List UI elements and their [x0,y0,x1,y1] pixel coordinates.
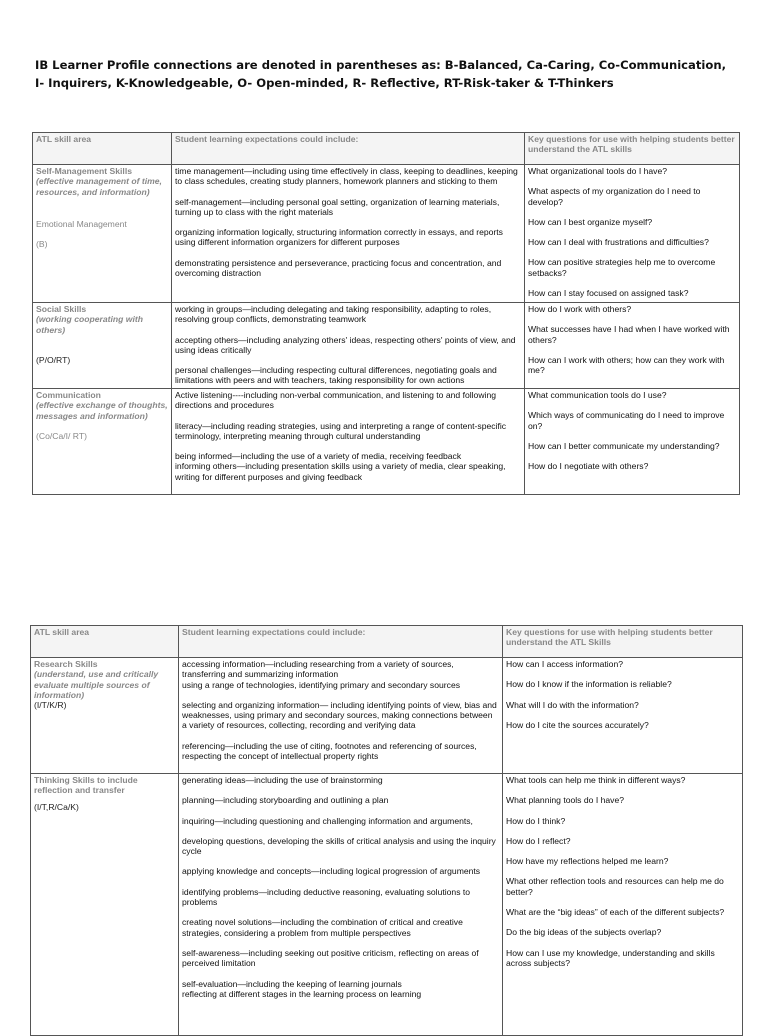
skill-area-cell [33,165,172,303]
key-question: What planning tools do I have? [506,795,625,806]
expectation-item: reflecting at different stages in the learning process on learning [182,988,422,999]
expectation-item: personal challenges—including respecting cultural differences, negotiating goals and limitations with peers and with teachers, taking responsibility for own actions [175,365,497,386]
expectation-item: identifying problems—including deductive reasoning, evaluating solutions to problems [182,886,471,908]
atl-table-1 [32,132,740,495]
learner-profile-code: (Co/Ca/I/ RT) [36,430,87,441]
key-question: How do I negotiate with others? [528,461,649,472]
key-question: What will I do with the information? [506,699,639,710]
expectation-item: demonstrating persistence and perseverance, practicing focus and concentration, and overcoming distraction [175,257,502,279]
skill-area-cell [33,303,172,389]
expectation-item: organizing information logically, structuring information correctly in essays, and reports [175,227,503,238]
table-row [33,389,740,495]
column-header: Key questions for use with helping students better understand the ATL Skills [503,626,743,658]
questions-cell [503,774,743,1036]
questions-cell [525,303,740,389]
atl-table-2 [30,625,743,1036]
key-question: Do the big ideas of the subjects overlap? [506,927,662,938]
skill-area-title: Research Skills [34,659,98,669]
expectation-item: referencing—including the use of citing, footnotes and referencing of sources, respecting the concept of intellectual property rights [182,740,477,762]
learner-profile-code: (I/T,R/Ca/K) [34,801,79,812]
key-question: What organizational tools do I have? [528,166,668,176]
column-header: Student learning expectations could include: [172,133,525,165]
key-question: How do I work with others? [528,304,632,314]
expectations-cell [179,658,503,774]
column-header: ATL skill area [31,626,179,658]
expectation-item: inquiring—including questioning and challenging information and arguments, [182,815,473,826]
table-row [31,774,743,1036]
table-header-row [33,133,740,165]
expectation-item: applying knowledge and concepts—including logical progression of arguments [182,866,481,877]
skill-area-description: (effective exchange of thoughts, messages and information) [36,400,168,421]
expectation-item: planning—including storyboarding and outlining a plan [182,795,389,806]
skill-area-title: Self-Management Skills [36,166,132,176]
learner-profile-code: (I/T/K/R) [34,700,67,711]
table-header-row [31,626,743,658]
expectation-item: using different information organizers for different purposes [175,237,400,248]
expectation-item: working in groups—including delegating and taking responsibility, adapting to roles, resolving group conflicts, demonstrating teamwork [175,304,492,325]
key-question: How do I reflect? [506,835,571,846]
page-header: IB Learner Profile connections are denoted in parentheses as: B-Balanced, Ca-Caring, Co-Communication, I- Inquirers, K-Knowledgeable, O- Open-minded, R- Reflective, RT-Risk-taker & T-Thinkers [35,58,727,90]
key-question: How have my reflections helped me learn? [506,856,669,867]
expectations-cell [172,165,525,303]
expectation-item: Active listening----including non-verbal communication, and listening to and following directions and procedures [175,390,497,411]
expectations-cell [179,774,503,1036]
skill-area-description: (effective management of time, resources, and information) [36,176,162,197]
learner-profile-code: (B) [36,239,48,250]
expectation-item: accepting others—including analyzing others' ideas, respecting others' points of view, and using ideas critically [175,334,516,355]
questions-cell [525,389,740,495]
skill-area-cell [31,774,179,1036]
skill-area-cell [33,389,172,495]
skill-area-title: Thinking Skills to include reflection and transfer [34,775,138,796]
expectation-item: self-evaluation—including the keeping of learning journals [182,978,402,989]
key-question: What aspects of my organization do I need to develop? [528,186,701,207]
table-row [31,658,743,774]
skill-area-subheading: Emotional Management [36,218,127,229]
key-question: How do I cite the sources accurately? [506,719,649,730]
key-question: How can I stay focused on assigned task? [528,288,689,299]
column-header: Key questions for use with helping students better understand the ATL skills [525,133,740,165]
expectations-cell [172,303,525,389]
expectation-item: time management—including using time effectively in class, keeping to deadlines, keeping to class schedules, creating study planners, homework planners and sticking to them [175,166,518,187]
key-question: Which ways of communicating do I need to improve on? [528,410,725,431]
skill-area-description: (understand, use and critically evaluate multiple sources of information) [34,669,159,700]
key-question: What tools can help me think in different ways? [506,775,686,785]
questions-cell [525,165,740,303]
expectation-item: literacy—including reading strategies, using and interpreting a range of content-specific terminology, interpreting meaning through cultural understanding [175,420,507,441]
key-question: What other reflection tools and resources can help me do better? [506,876,724,897]
expectation-item: self-management—including personal goal setting, organization of learning materials, turning up to class with the right materials [175,196,500,217]
key-question: How can I best organize myself? [528,216,653,227]
table-row [33,165,740,303]
key-question: How can I work with others; how can they work with me? [528,354,725,376]
skill-area-cell [31,658,179,774]
skill-area-description: (working cooperating with others) [36,314,143,335]
expectation-item: self-awareness—including seeking out positive criticism, reflecting on areas of perceived limitation [182,947,479,969]
expectation-item: creating novel solutions—including the combination of critical and creative strategies, considering a problem from multiple perspectives [182,917,463,938]
expectation-item: using a range of technologies, identifying primary and secondary sources [182,679,461,690]
key-question: How can I access information? [506,659,624,669]
expectation-item: being informed—including the use of a variety of media, receiving feedback [175,451,462,462]
expectation-item: selecting and organizing information— including identifying points of view, bias and weaknesses, using primary and secondary sources, making connections between a variety of resources, collecting, recording and verifying data [182,699,497,731]
key-question: How can I use my knowledge, understanding and skills across subjects? [506,947,715,968]
questions-cell [503,658,743,774]
learner-profile-code: (P/O/RT) [36,354,71,365]
expectation-item: generating ideas—including the use of brainstorming [182,775,383,785]
column-header: Student learning expectations could include: [179,626,503,658]
key-question: How do I think? [506,815,566,826]
key-question: How can positive strategies help me to overcome setbacks? [528,257,716,278]
skill-area-title: Communication [36,390,101,400]
column-header: ATL skill area [33,133,172,165]
table-row [33,303,740,389]
key-question: What communication tools do I use? [528,390,667,400]
expectation-item: accessing information—including researching from a variety of sources, transferring and summarizing information [182,659,454,680]
skill-area-title: Social Skills [36,304,87,314]
expectation-item: developing questions, developing the skills of critical analysis and using the inquiry cycle [182,835,496,857]
key-question: What are the “big ideas” of each of the different subjects? [506,907,725,918]
key-question: How can I better communicate my understanding? [528,440,720,451]
expectation-item: informing others—including presentation skills using a variety of media, clear speaking, writing for different purposes and giving feedback [175,461,506,482]
key-question: How do I know if the information is reliable? [506,679,672,690]
key-question: What successes have I had when I have worked with others? [528,324,730,345]
key-question: How can I deal with frustrations and difficulties? [528,237,709,248]
expectations-cell [172,389,525,495]
